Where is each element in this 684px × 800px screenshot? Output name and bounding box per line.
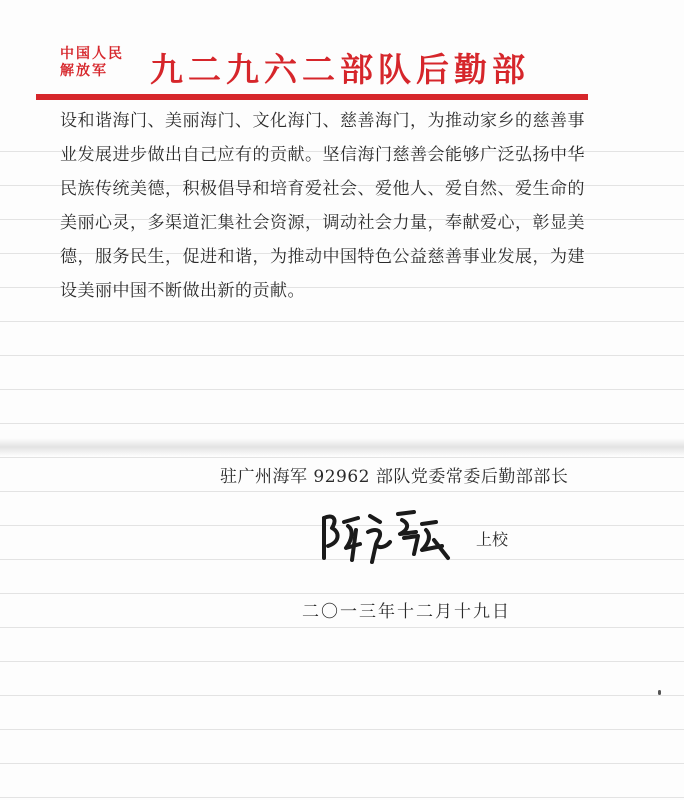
letterhead-org-line1: 中国人民 (60, 46, 124, 62)
letter-body: 设和谐海门、美丽海门、文化海门、慈善海门，为推动家乡的慈善事业发展进步做出自己应有的贡献。坚信海门慈善会能够广泛弘扬中华民族传统美德，积极倡导和培育爱社会、爱他人、爱自然、爱生命的美丽心灵，多渠道汇集社会资源，调动社会力量，奉献爱心，彰显美德，服务民生，促进和谐，为推动中国特色公益慈善事业发展，为建设美丽中国不断做出新的贡献。 (60, 111, 585, 301)
letterhead-unit-name: 九二九六二部队后勤部 (150, 50, 530, 89)
paper-fold-shadow (0, 438, 684, 456)
signatory-rank: 上校 (476, 530, 509, 549)
letter-date: 二〇一三年十二月十九日 (302, 602, 511, 622)
paper-speck (658, 690, 661, 695)
handwritten-signature (318, 500, 458, 570)
letterhead-org-line2: 解放军 (60, 63, 108, 79)
signatory-title: 驻广州海军 92962 部队党委常委后勤部部长 (220, 467, 569, 487)
letterhead-divider (36, 94, 588, 100)
letterhead-org (60, 46, 124, 80)
